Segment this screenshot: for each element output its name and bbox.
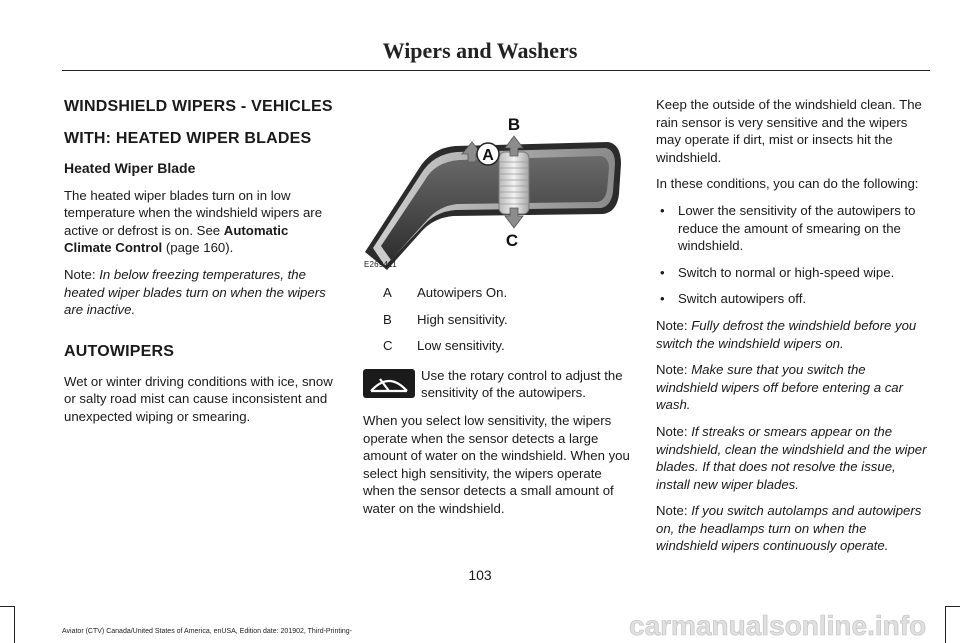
- list-item: • Switch to normal or high-speed wipe.: [656, 264, 928, 282]
- legend-key: B: [383, 311, 392, 327]
- note-label: Note:: [656, 423, 688, 439]
- note-label: Note:: [656, 362, 688, 378]
- windshield-wiper-icon: [363, 369, 415, 398]
- note-label: Note:: [656, 503, 688, 519]
- heated-blades-paragraph: [64, 187, 339, 257]
- legend-row-a: [363, 284, 633, 302]
- rotary-ring: [499, 152, 529, 214]
- edition-footer: Aviator (CTV) Canada/United States of America, enUSA, Edition date: 201902, Third-Printing-: [62, 628, 353, 635]
- autowipers-paragraph: Wet or winter driving conditions with ice, snow or salty road mist can cause inconsistent and unexpected wiping or smearing.: [64, 373, 333, 424]
- callout-c: C: [505, 231, 519, 250]
- note-text: If streaks or smears appear on the windshield, clean the windshield and the wiper blades. If that does not resolve the issue, install new wiper blades.: [656, 423, 927, 492]
- note-streaks: [656, 423, 928, 493]
- autowipers-control-figure: [363, 104, 629, 274]
- wiper-stalk-illustration: [363, 104, 629, 274]
- section-heading-line2: WITH: HEATED WIPER BLADES: [64, 130, 312, 147]
- rotary-text: Use the rotary control to adjust the sensitivity of the autowipers.: [421, 367, 623, 401]
- note-text: In below freezing temperatures, the heated wiper blades turn on when the wipers are inactive.: [64, 266, 326, 318]
- column-left: [64, 96, 339, 435]
- note-car-wash: [656, 361, 928, 414]
- autowipers-heading: AUTOWIPERS: [64, 342, 175, 360]
- figure-legend: [363, 284, 633, 355]
- legend-key: A: [383, 285, 392, 300]
- climate-control-link[interactable]: Automatic Climate Control: [64, 222, 289, 256]
- section-heading-line1: WINDSHIELD WIPERS - VEHICLES: [64, 98, 333, 115]
- note-label: Note:: [656, 317, 688, 333]
- crop-mark: [14, 606, 15, 643]
- figure-code: E269411: [364, 260, 397, 270]
- note-text: If you switch autolamps and autowipers on, the headlamps turn on when the windshield wipers continuously operate.: [656, 503, 922, 554]
- header-rule: [62, 70, 930, 71]
- list-item: • Switch autowipers off.: [656, 290, 928, 308]
- crop-mark: [0, 606, 14, 607]
- callout-a: A: [482, 147, 494, 164]
- legend-row-b: [363, 311, 633, 329]
- note-label: Note:: [64, 266, 96, 282]
- page-header: Wipers and Washers: [382, 38, 578, 63]
- note-paragraph: [64, 266, 339, 319]
- crop-mark: [946, 606, 960, 607]
- legend-key: C: [383, 338, 393, 354]
- rain-sensor-paragraph: Keep the outside of the windshield clean. The rain sensor is very sensitive and the wipers may operate if dirt, mist or insects hit the windshield.: [656, 97, 922, 165]
- list-item: • Lower the sensitivity of the autowipers to reduce the amount of smearing on the windshield.: [656, 202, 928, 255]
- column-middle: [363, 104, 633, 527]
- heated-blades-text: The heated wiper blades turn on in low temperature when the windshield wipers are active or defrost is on. See: [64, 187, 323, 238]
- column-right: [656, 96, 928, 564]
- actions-list: [656, 202, 928, 308]
- note-text: Make sure that you switch the windshield wipers off before entering a car wash.: [656, 362, 904, 413]
- legend-value: Autowipers On.: [417, 285, 508, 300]
- subheading-heated-wiper-blade: Heated Wiper Blade: [64, 160, 196, 176]
- legend-value: Low sensitivity.: [417, 338, 505, 354]
- callout-b: B: [507, 115, 521, 134]
- legend-value: High sensitivity.: [417, 311, 508, 327]
- page-number: 103: [468, 567, 492, 583]
- note-defrost: [656, 317, 928, 352]
- rotary-instruction: [363, 367, 633, 402]
- note-autolamps: [656, 502, 928, 555]
- note-text: Fully defrost the windshield before you switch the windshield wipers on.: [656, 317, 917, 351]
- legend-row-c: [363, 337, 633, 355]
- conditions-paragraph: In these conditions, you can do the following:: [656, 176, 919, 192]
- sensitivity-paragraph: When you select low sensitivity, the wipers operate when the sensor detects a large amount of water on the windshield. When you select high sensitivity, the wipers operate when the sensor detects a small amount of water on the windshield.: [363, 412, 630, 516]
- watermark: [625, 609, 955, 639]
- watermark-text: carmanualsonline.info: [629, 610, 927, 639]
- page-reference: (page 160).: [162, 240, 234, 256]
